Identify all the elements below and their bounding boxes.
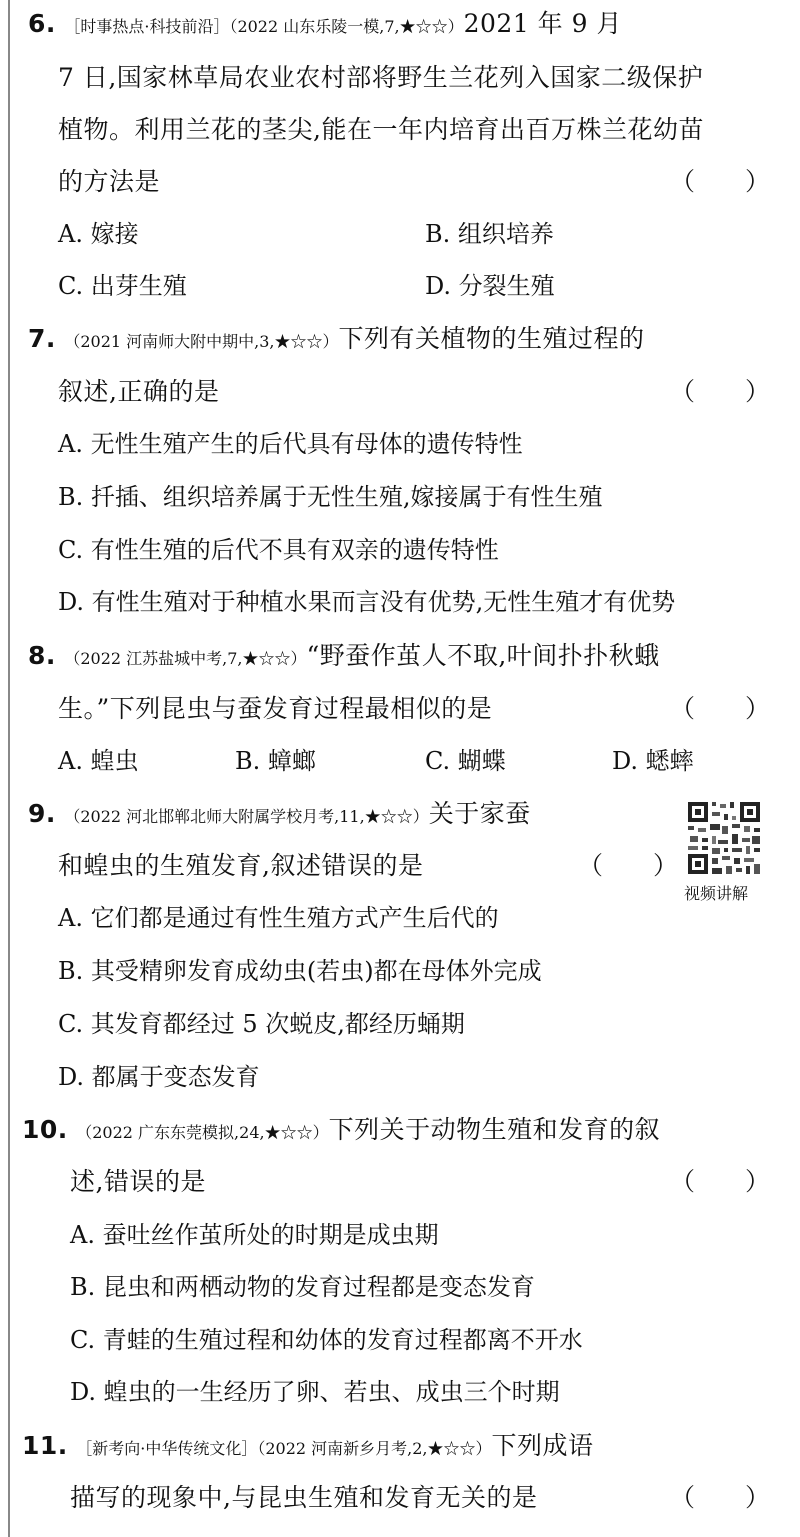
question-6-line-3: 植物。利用兰花的茎尖,能在一年内培育出百万株兰花幼苗 xyxy=(58,115,704,144)
option-d[interactable]: D. 蝗虫的一生经历了卵、若虫、成虫三个时期 xyxy=(70,1378,560,1406)
question-number: 8. xyxy=(28,641,56,670)
question-source: （2022 广东东莞模拟,24,★☆☆） xyxy=(76,1123,329,1142)
option-d[interactable]: D. 都属于变态发育 xyxy=(58,1063,260,1091)
option-d[interactable]: D. 蟋蟀 xyxy=(612,747,694,775)
question-8-line-2: 生。”下列昆虫与蚕发育过程最相似的是 xyxy=(58,694,493,723)
question-stem: 下列关于动物生殖和发育的叙 xyxy=(328,1115,661,1144)
question-number: 7. xyxy=(28,324,56,353)
option-c[interactable]: C. 蝴蝶 xyxy=(425,747,506,775)
answer-blank[interactable]: （ ） xyxy=(670,694,771,723)
question-6-line-1 xyxy=(28,8,622,43)
question-7-line-1 xyxy=(28,323,645,358)
option-c[interactable]: C. 青蛙的生殖过程和幼体的发育过程都离不开水 xyxy=(70,1326,583,1354)
question-9-line-2: 和蝗虫的生殖发育,叙述错误的是 xyxy=(58,851,424,880)
question-11-line-1 xyxy=(22,1430,594,1465)
question-stem: 关于家蚕 xyxy=(428,799,531,828)
answer-blank[interactable]: （ ） xyxy=(670,167,771,196)
question-11-line-2: 描写的现象中,与昆虫生殖和发育无关的是 xyxy=(70,1483,538,1512)
option-b[interactable]: B. 蟑螂 xyxy=(235,747,316,775)
question-source: （2022 河北邯郸北师大附属学校月考,11,★☆☆） xyxy=(64,807,429,826)
qr-caption: 视频讲解 xyxy=(684,884,749,903)
option-c[interactable]: C. 有性生殖的后代不具有双亲的遗传特性 xyxy=(58,536,499,564)
question-stem: 2021 年 9 月 xyxy=(463,9,622,38)
question-10-line-2: 述,错误的是 xyxy=(70,1167,206,1196)
option-a[interactable]: A. 蚕吐丝作茧所处的时期是成虫期 xyxy=(70,1221,439,1249)
option-a[interactable]: A. 它们都是通过有性生殖方式产生后代的 xyxy=(58,904,499,932)
option-d[interactable]: D. 分裂生殖 xyxy=(425,272,555,300)
option-b[interactable]: B. 组织培养 xyxy=(425,220,554,248)
question-number: 6. xyxy=(28,9,56,38)
option-a[interactable]: A. 蝗虫 xyxy=(58,747,139,775)
question-number: 11. xyxy=(22,1431,68,1460)
option-d[interactable]: D. 有性生殖对于种植水果而言没有优势,无性生殖才有优势 xyxy=(58,588,676,616)
answer-blank[interactable]: （ ） xyxy=(670,1167,771,1196)
answer-blank[interactable]: （ ） xyxy=(670,377,771,406)
qr-code-icon[interactable] xyxy=(686,800,762,876)
option-b[interactable]: B. 昆虫和两栖动物的发育过程都是变态发育 xyxy=(70,1273,535,1301)
question-source: ［时事热点·科技前沿］（2022 山东乐陵一模,7,★☆☆） xyxy=(64,17,464,36)
option-b[interactable]: B. 其受精卵发育成幼虫(若虫)都在母体外完成 xyxy=(58,957,542,985)
option-b[interactable]: B. 扦插、组织培养属于无性生殖,嫁接属于有性生殖 xyxy=(58,483,603,511)
option-a[interactable]: A. 嫁接 xyxy=(58,220,139,248)
question-source: （2021 河南师大附中期中,3,★☆☆） xyxy=(64,332,339,351)
option-c[interactable]: C. 其发育都经过 5 次蜕皮,都经历蛹期 xyxy=(58,1010,465,1038)
question-source: （2022 江苏盐城中考,7,★☆☆） xyxy=(64,649,307,668)
option-c[interactable]: C. 出芽生殖 xyxy=(58,272,187,300)
question-9-line-1 xyxy=(28,798,531,833)
question-6-line-2: 7 日,国家林草局农业农村部将野生兰花列入国家二级保护 xyxy=(58,63,704,92)
question-stem: 下列成语 xyxy=(491,1431,594,1460)
question-stem: “野蚕作茧人不取,叶间扑扑秋蛾 xyxy=(306,641,660,670)
question-6-line-4: 的方法是 xyxy=(58,167,161,196)
question-stem: 下列有关植物的生殖过程的 xyxy=(338,324,645,353)
question-10-line-1 xyxy=(22,1114,660,1149)
option-a[interactable]: A. 无性生殖产生的后代具有母体的遗传特性 xyxy=(58,430,523,458)
question-source: ［新考向·中华传统文化］（2022 河南新乡月考,2,★☆☆） xyxy=(76,1439,492,1458)
question-8-line-1 xyxy=(28,640,660,675)
question-number: 10. xyxy=(22,1115,68,1144)
answer-blank[interactable]: （ ） xyxy=(670,1483,771,1512)
answer-blank[interactable]: （ ） xyxy=(578,851,679,880)
question-7-line-2: 叙述,正确的是 xyxy=(58,377,220,406)
question-number: 9. xyxy=(28,799,56,828)
